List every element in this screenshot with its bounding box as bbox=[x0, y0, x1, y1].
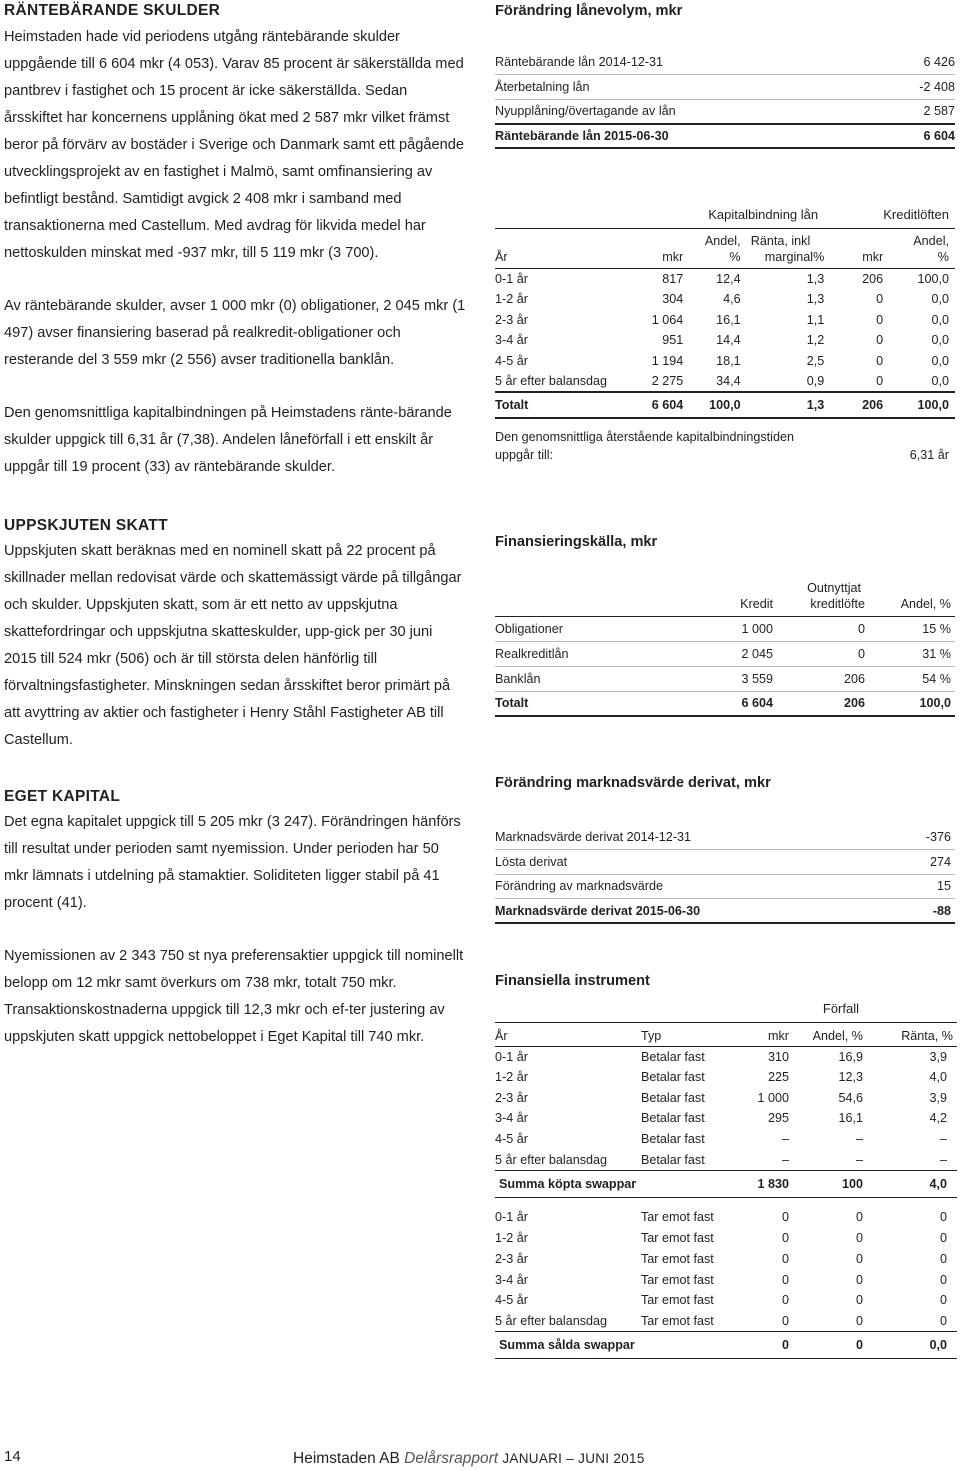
group-kapitalbindning: Kapitalbindning lån bbox=[683, 196, 883, 228]
table-row: 4-5 år 1 194 18,1 2,5 0 0,0 bbox=[495, 354, 949, 369]
table-row: 3-4 år Tar emot fast 0 0 0 bbox=[495, 1272, 947, 1287]
table-row: Lösta derivat 274 bbox=[495, 850, 955, 875]
table-row: 0-1 år 817 12,4 1,3 206 100,0 bbox=[495, 271, 949, 286]
table-row: 1-2 år Tar emot fast 0 0 0 bbox=[495, 1231, 947, 1246]
table-title-finansiella-instrument: Finansiella instrument bbox=[495, 973, 650, 989]
table-row: Räntebärande lån 2014-12-31 6 426 bbox=[495, 50, 955, 75]
paragraph: Den genomsnittliga kapitalbindningen på Heimstadens ränte-bärande skulder uppgick till 6,31 år (7,38). Andelen låneförfall i ett enskilt år uppgår till 19 procent (33) av räntebärande skulder. bbox=[4, 405, 452, 475]
table-row: Återbetalning lån -2 408 bbox=[495, 75, 955, 100]
table-title-derivat: Förändring marknadsvärde derivat, mkr bbox=[495, 775, 771, 791]
paragraph: Nyemissionen av 2 343 750 st nya preferensaktier uppgick till nominellt belopp om 12 mkr samt överkurs om 738 mkr, totalt 750 mkr. Transaktionskostnaderna uppgick till 12,3 mkr och ef-ter justering av uppskjuten skatt uppgick nettobeloppet i Eget Kapital till 740 mkr. bbox=[4, 948, 464, 1045]
table-row: 1-2 år 304 4,6 1,3 0 0,0 bbox=[495, 292, 949, 307]
table-row: 0-1 år Betalar fast 310 16,9 3,9 bbox=[495, 1049, 947, 1064]
table-total-row: Totalt 6 604 100,0 1,3 206 100,0 bbox=[495, 392, 955, 418]
table-finansiella-instrument bbox=[495, 980, 957, 1359]
paragraph: Uppskjuten skatt beräknas med en nominell skatt på 22 procent på skillnader mellan redovisat värde och skattemässigt värde på tillgångar och skulder. Uppskjuten skatt, som är ett netto av uppskjutna skattefordringar och uppskjutna skatteskulder, upp-gick per 30 juni 2015 till 524 mkr (506) och är till största delen hänförlig till förvaltningsfastigheter. Minskningen sedan årsskiftet beror primärt på att avyttring av aktier och fastigheter i Henry Ståhl Fastigheter AB till Castellum. bbox=[4, 543, 462, 748]
table-row: 2-3 år Tar emot fast 0 0 0 bbox=[495, 1251, 947, 1266]
table-row: 3-4 år 951 14,4 1,2 0 0,0 bbox=[495, 333, 949, 348]
table-total-row: Räntebärande lån 2015-06-30 6 604 bbox=[495, 124, 955, 149]
table-row: 5 år efter balansdag Betalar fast – – – bbox=[495, 1152, 947, 1167]
table-total-row: Marknadsvärde derivat 2015-06-30 -88 bbox=[495, 899, 955, 924]
table-row: Förändring av marknadsvärde 15 bbox=[495, 874, 955, 899]
table-row: Marknadsvärde derivat 2014-12-31 -376 bbox=[495, 825, 955, 850]
table-header: År Typ mkr Andel, % Ränta, % bbox=[495, 1022, 957, 1046]
table-kapitalbindning bbox=[495, 196, 955, 464]
table-title-finansieringskalla: Finansieringskälla, mkr bbox=[495, 534, 658, 550]
table-header: Kredit Outnyttjat kreditlöfte Andel, % bbox=[495, 572, 955, 616]
table-row: 5 år efter balansdag 2 275 34,4 0,9 0 0,0 bbox=[495, 374, 949, 389]
group-forfall: Förfall bbox=[735, 980, 863, 1022]
table-finansieringskalla bbox=[495, 572, 955, 717]
table-header: År mkr Andel, % Ränta, inkl marginal% mkr Andel, % bbox=[495, 228, 955, 268]
footer-report: Delårsrapport bbox=[404, 1450, 499, 1467]
table-row: 4-5 år Betalar fast – – – bbox=[495, 1132, 947, 1147]
section-heading-eget-kapital: EGET KAPITAL bbox=[4, 788, 121, 805]
table-row: 4-5 år Tar emot fast 0 0 0 bbox=[495, 1293, 947, 1308]
table-row: Obligationer 1 000 0 15 % bbox=[495, 616, 955, 641]
table-row: 2-3 år 1 064 16,1 1,1 0 0,0 bbox=[495, 312, 949, 327]
table-row: 5 år efter balansdag Tar emot fast 0 0 0 bbox=[495, 1313, 947, 1328]
footer-period: JANUARI – JUNI 2015 bbox=[502, 1451, 645, 1466]
paragraph: Heimstaden hade vid periodens utgång räntebärande skulder uppgående till 6 604 mkr (4 053). Varav 85 procent är säkerställda med pantbrev i fastighet och 15 procent är icke säkerställda. Sedan årsskiftet har koncernens upplåning ökat med 2 587 mkr vilket främst beror på förvärv av bostäder i Sverige och Danmark samt ett pågående utvecklingsprojekt av en fastighet i Malmö, samt omfinansiering av befintligt bestånd. Samtidigt avgick 2 408 mkr i samband med transaktionerna med Castellum. Med avdrag för likvida medel har nettoskulden minskat med -937 mkr, till 5 119 mkr (3 700). bbox=[4, 29, 464, 261]
table-total-row: Summa sålda swappar 0 0 0,0 bbox=[495, 1331, 957, 1358]
footer-company: Heimstaden AB bbox=[293, 1450, 400, 1467]
paragraph: Av räntebärande skulder, avser 1 000 mkr (0) obligationer, 2 045 mkr (1 497) avser finansiering baserad på realkredit-obligationer och resterande del 3 559 mkr (2 556) avser traditionella banklån. bbox=[4, 298, 466, 368]
table-row: Banklån 3 559 206 54 % bbox=[495, 666, 955, 691]
table-row: Realkreditlån 2 045 0 31 % bbox=[495, 641, 955, 666]
table-row: 1-2 år Betalar fast 225 12,3 4,0 bbox=[495, 1070, 947, 1085]
table-group-header bbox=[495, 196, 955, 228]
page-number: 14 bbox=[4, 1448, 21, 1465]
table-title-lanevolym: Förändring lånevolym, mkr bbox=[495, 3, 683, 19]
table-total-row: Summa köpta swappar 1 830 100 4,0 bbox=[495, 1170, 957, 1197]
paragraph: Det egna kapitalet uppgick till 5 205 mkr (3 247). Förändringen hänförs till resultat under perioden samt nyemission. Under perioden har 50 mkr lämnats i utdelning på stamaktier. Soliditeten ligger stabil på 41 procent (41). bbox=[4, 814, 461, 911]
table-row: 0-1 år Tar emot fast 0 0 0 bbox=[495, 1210, 947, 1225]
table-row: 2-3 år Betalar fast 1 000 54,6 3,9 bbox=[495, 1090, 947, 1105]
section-heading-rantebarande-skulder: RÄNTEBÄRANDE SKULDER bbox=[4, 2, 221, 19]
table-lanevolym bbox=[495, 50, 955, 149]
table-group-header bbox=[495, 980, 957, 1022]
group-kreditloften: Kreditlöften bbox=[883, 196, 955, 228]
table-row: 3-4 år Betalar fast 295 16,1 4,2 bbox=[495, 1111, 947, 1126]
footer-title bbox=[293, 1450, 645, 1468]
table-row: Nyupplåning/övertagande av lån 2 587 bbox=[495, 99, 955, 124]
kapitalbindning-note: Den genomsnittliga återstående kapitalbindningstiden uppgår till: 6,31 år bbox=[495, 430, 949, 463]
section-heading-uppskjuten-skatt: UPPSKJUTEN SKATT bbox=[4, 517, 168, 534]
left-column bbox=[4, 0, 466, 1051]
table-derivat bbox=[495, 825, 955, 924]
table-total-row: Totalt 6 604 206 100,0 bbox=[495, 691, 955, 716]
